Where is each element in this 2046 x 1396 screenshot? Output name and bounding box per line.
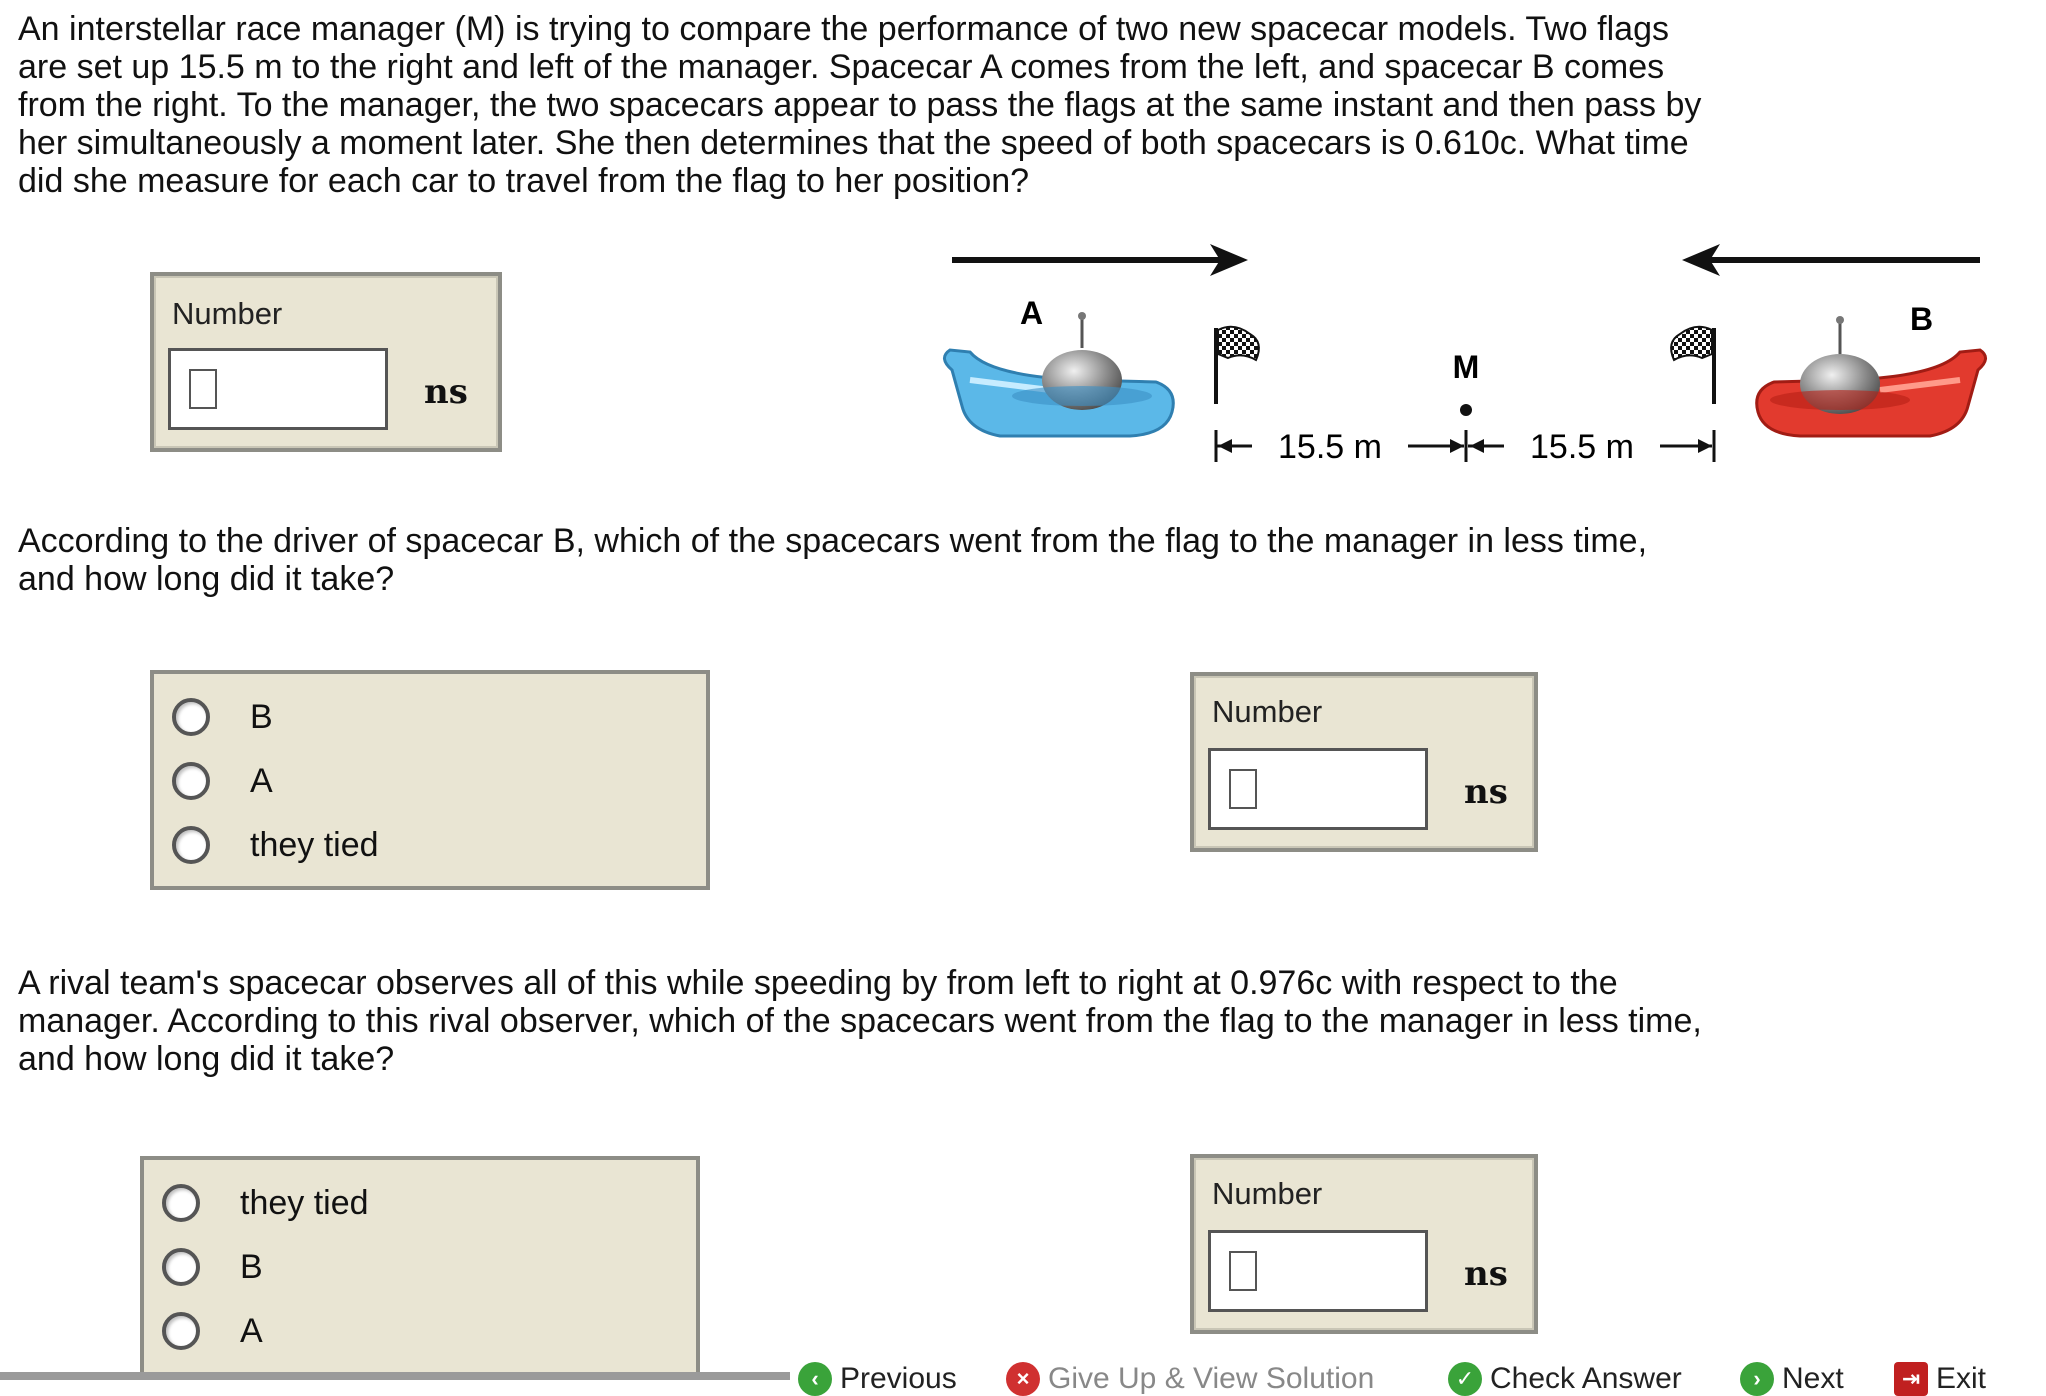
answer1-number-label: Number	[172, 296, 283, 331]
previous-label: Previous	[840, 1362, 957, 1395]
question-line: are set up 15.5 m to the right and left of the manager. Spacecar A comes from the left, and spacecar B comes	[18, 48, 1665, 86]
exit-icon: ⇥	[1894, 1362, 1928, 1396]
spacecar-a-icon	[944, 312, 1173, 436]
left-flag-icon	[1216, 327, 1259, 404]
option-label: B	[250, 697, 273, 736]
exit-button[interactable]	[1894, 1362, 1986, 1396]
answer2-number-box	[1190, 672, 1538, 852]
question-line: her simultaneously a moment later. She then determines that the speed of both spacecars is 0.610c. What time	[18, 124, 1689, 162]
question-line: from the right. To the manager, the two spacecars appear to pass the flags at the same instant and then pass by	[18, 86, 1702, 124]
nav-bar	[0, 1362, 2046, 1395]
arrow-left-icon	[1682, 244, 1980, 276]
radio-button[interactable]	[162, 1184, 200, 1222]
answer2-option[interactable]	[172, 756, 273, 806]
spacecar-b-icon	[1757, 316, 1986, 436]
check-answer-button[interactable]	[1448, 1362, 1682, 1396]
answer1-unit: ns	[424, 372, 468, 412]
radio-button[interactable]	[172, 698, 210, 736]
answer2-choice-box	[150, 670, 710, 890]
answer3-option[interactable]	[162, 1178, 369, 1228]
previous-button[interactable]	[798, 1362, 957, 1396]
answer3-choice-box	[140, 1156, 700, 1376]
option-label: they tied	[250, 825, 379, 864]
manager-label: M	[1452, 349, 1480, 385]
text-cursor	[1229, 769, 1257, 809]
question-intro	[18, 10, 1978, 200]
previous-icon: ‹	[798, 1362, 832, 1396]
question-line: A rival team's spacecar observes all of this while speeding by from left to right at 0.976c with respect to the	[18, 964, 1618, 1002]
answer1-number-input[interactable]	[168, 348, 388, 430]
car-a-label: A	[1020, 295, 1044, 331]
exit-label: Exit	[1936, 1362, 1987, 1395]
question-line: manager. According to this rival observer, which of the spacecars went from the flag to the manager in less time,	[18, 1002, 1702, 1040]
question-line: and how long did it take?	[18, 560, 395, 598]
answer2-option[interactable]	[172, 820, 379, 870]
option-label: A	[250, 761, 273, 800]
answer2-option[interactable]	[172, 692, 273, 742]
option-label: A	[240, 1311, 263, 1350]
question-line: and how long did it take?	[18, 1040, 395, 1078]
next-label: Next	[1782, 1362, 1844, 1395]
check-label: Check Answer	[1490, 1362, 1682, 1395]
question-3	[18, 964, 1978, 1078]
distance-left-label: 15.5 m	[1278, 428, 1382, 466]
give-up-button[interactable]	[1006, 1362, 1374, 1396]
right-flag-icon	[1671, 327, 1714, 404]
answer3-number-label: Number	[1212, 1176, 1323, 1211]
question-2	[18, 522, 1978, 598]
answer2-number-input[interactable]	[1208, 748, 1428, 830]
race-diagram	[930, 230, 2000, 490]
manager-dot	[1460, 404, 1472, 416]
give-up-icon: ×	[1006, 1362, 1040, 1396]
answer3-number-input[interactable]	[1208, 1230, 1428, 1312]
give-up-label: Give Up & View Solution	[1048, 1362, 1375, 1395]
answer3-unit: ns	[1464, 1254, 1508, 1294]
next-icon: ›	[1740, 1362, 1774, 1396]
radio-button[interactable]	[162, 1312, 200, 1350]
next-button[interactable]	[1740, 1362, 1844, 1396]
answer1-box	[150, 272, 502, 452]
answer2-number-label: Number	[1212, 694, 1323, 729]
question-line: An interstellar race manager (M) is trying to compare the performance of two new spacecar models. Two flags	[18, 10, 1669, 48]
distance-right-label: 15.5 m	[1530, 428, 1634, 466]
text-cursor	[189, 369, 217, 409]
question-line: did she measure for each car to travel from the flag to her position?	[18, 162, 1030, 200]
arrow-right-icon	[952, 244, 1248, 276]
radio-button[interactable]	[172, 762, 210, 800]
answer3-option[interactable]	[162, 1306, 263, 1356]
check-icon: ✓	[1448, 1362, 1482, 1396]
answer2-unit: ns	[1464, 772, 1508, 812]
answer3-number-box	[1190, 1154, 1538, 1334]
option-label: they tied	[240, 1183, 369, 1222]
car-b-label: B	[1910, 301, 1934, 337]
radio-button[interactable]	[172, 826, 210, 864]
nav-divider	[0, 1372, 790, 1380]
answer3-option[interactable]	[162, 1242, 263, 1292]
option-label: B	[240, 1247, 263, 1286]
question-line: According to the driver of spacecar B, which of the spacecars went from the flag to the manager in less time,	[18, 522, 1648, 560]
text-cursor	[1229, 1251, 1257, 1291]
radio-button[interactable]	[162, 1248, 200, 1286]
